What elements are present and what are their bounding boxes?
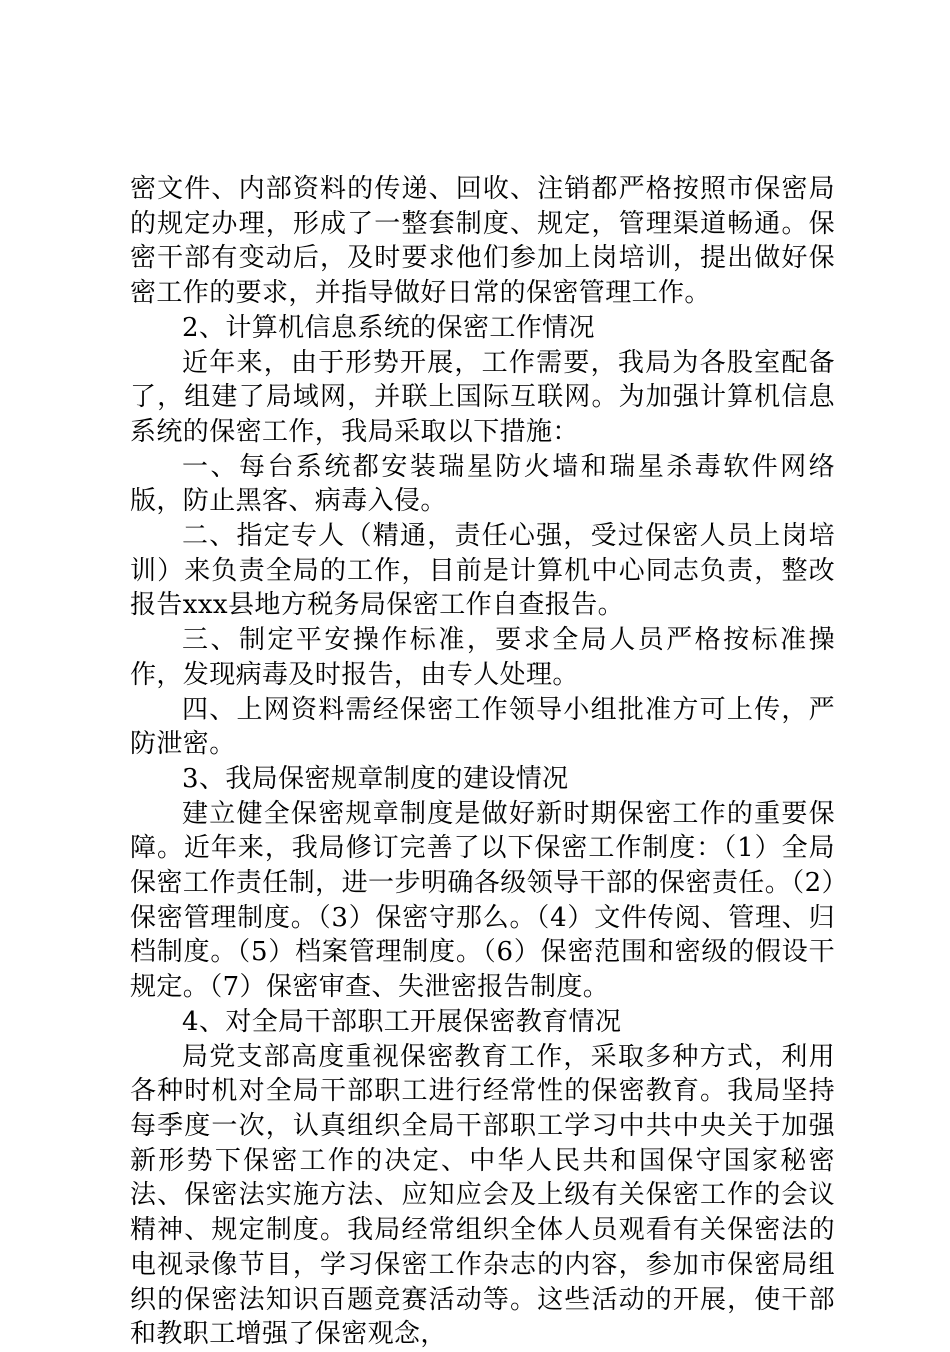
measure-designated-staff: 二、指定专人（精通，责任心强，受过保密人员上岗培训）来负责全局的工作，目前是计算机中心同志负责，整改报告xxx县地方税务局保密工作自查报告。 — [130, 521, 835, 621]
measure-firewall: 一、每台系统都安装瑞星防火墙和瑞星杀毒软件网络版，防止黑客、病毒入侵。 — [130, 451, 835, 517]
paragraph-education: 局党支部高度重视保密教育工作，采取多种方式，利用各种时机对全局干部职工进行经常性的保密教育。我局坚持每季度一次，认真组织全局干部职工学习中共中央关于加强新形势下保密工作的决定、中华人民共和国保守国家秘密法、保密法实施方法、应知应会及上级有关保密工作的会议精神、规定制度。我局经常组织全体人员观看有关保密法的电视录像节目，学习保密工作杂志的内容，参加市保密局组织的保密法知识百题竞赛活动等。这些活动的开展，使干部和教职工增强了保密观念， — [130, 1041, 835, 1350]
heading-education: 4、对全局干部职工开展保密教育情况 — [182, 1006, 622, 1037]
heading-computer-security: 2、计算机信息系统的保密工作情况 — [182, 312, 595, 343]
paragraph-records-handling: 密文件、内部资料的传递、回收、注销都严格按照市保密局的规定办理，形成了一整套制度、规定，管理渠道畅通。保密干部有变动后，及时要求他们参加上岗培训，提出做好保密工作的要求，并指导做好日常的保密管理工作。 — [130, 174, 835, 309]
measure-operation-standard: 三、制定平安操作标准，要求全局人员严格按标准操作，发现病毒及时报告，由专人处理。 — [130, 625, 835, 690]
heading-regulations: 3、我局保密规章制度的建设情况 — [182, 763, 569, 794]
measure-upload-approval: 四、上网资料需经保密工作领导小组批准方可上传，严防泄密。 — [130, 694, 835, 760]
document-body — [130, 172, 835, 1352]
paragraph-regulations: 建立健全保密规章制度是做好新时期保密工作的重要保障。近年来，我局修订完善了以下保密工作制度：（1）全局保密工作责任制，进一步明确各级领导干部的保密责任。（2）保密管理制度。（3）保密守那么。（4）文件传阅、管理、归档制度。（5）档案管理制度。（6）保密范围和密级的假设干规定。（7）保密审查、失泄密报告制度。 — [130, 798, 835, 1003]
paragraph-network-setup: 近年来，由于形势开展，工作需要，我局为各股室配备了，组建了局域网，并联上国际互联网。为加强计算机信息系统的保密工作，我局采取以下措施： — [130, 347, 835, 447]
